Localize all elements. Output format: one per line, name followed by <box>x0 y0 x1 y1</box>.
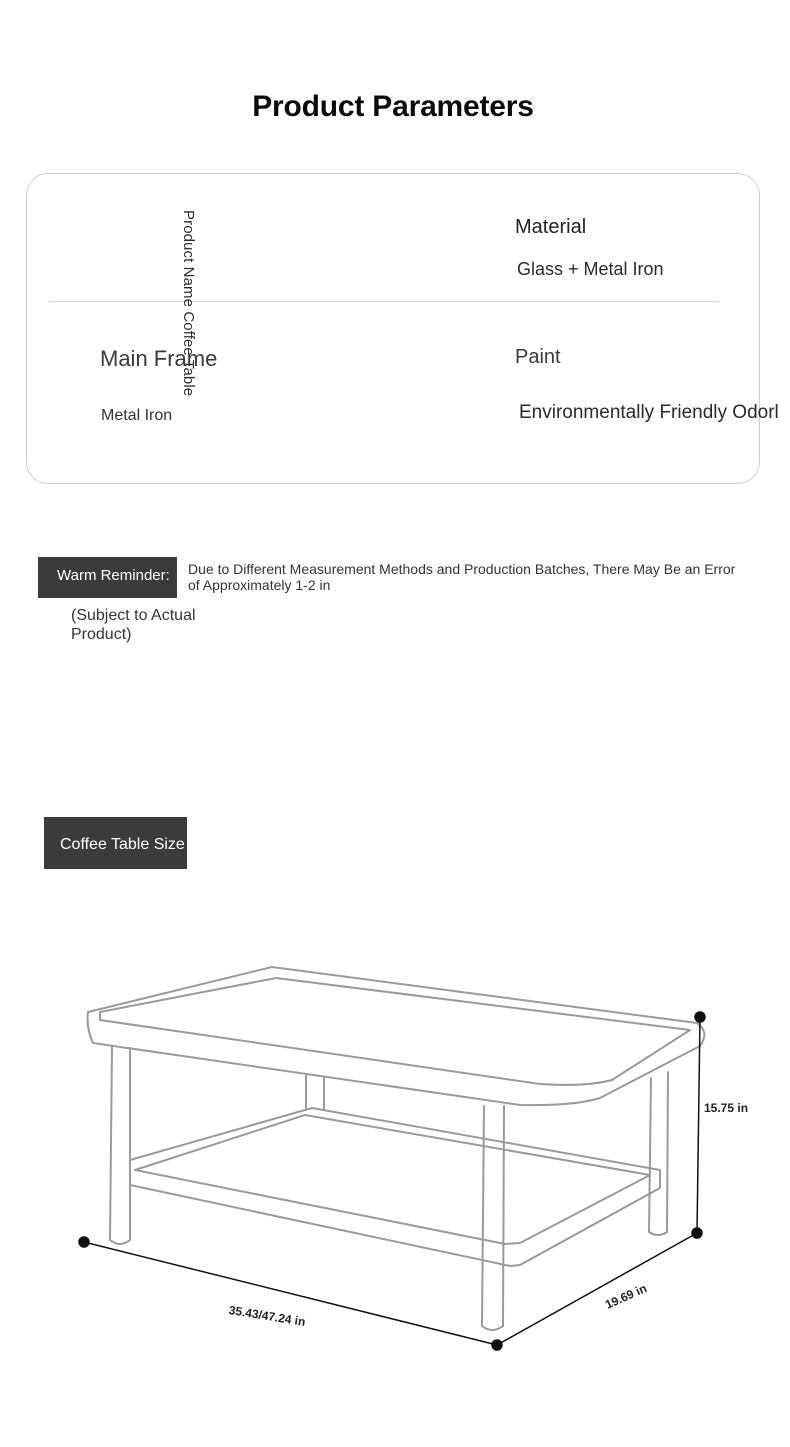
coffee-table-diagram <box>0 950 790 1370</box>
leg-back-left <box>306 1076 324 1110</box>
paint-label: Paint <box>515 346 561 368</box>
dim-point-right <box>692 1228 702 1238</box>
main-frame-value: Metal Iron <box>101 407 173 424</box>
warm-reminder-text: Due to Different Measurement Methods and Production Batches, There May Be an Error of Approximately 1-2 in <box>188 561 736 593</box>
table-top-inner <box>100 978 690 1085</box>
leg-back-right <box>649 1072 668 1235</box>
warm-reminder-subtext: (Subject to Actual Product) <box>71 607 196 643</box>
product-name-label: Product Name Coffee Table <box>180 210 197 397</box>
dimension-height-label: 15.75 in <box>704 1101 749 1115</box>
main-frame-label: Main Frame <box>100 346 218 371</box>
dim-point-left <box>79 1237 89 1247</box>
leg-front-left <box>110 1046 130 1244</box>
shelf-inner <box>135 1115 650 1244</box>
height-line <box>697 1017 700 1233</box>
material-value: Glass + Metal Iron <box>517 259 664 279</box>
width-line <box>497 1233 697 1345</box>
paint-value: Environmentally Friendly Odorl <box>519 402 779 423</box>
page-title: Product Parameters <box>252 90 534 123</box>
coffee-table-size-badge: Coffee Table Size <box>44 817 187 869</box>
warm-reminder-badge: Warm Reminder: <box>38 557 177 598</box>
divider <box>49 301 719 302</box>
dim-point-front <box>492 1340 502 1350</box>
shelf-outline <box>130 1108 660 1266</box>
material-label: Material <box>515 216 587 238</box>
length-line <box>84 1242 497 1345</box>
parameters-card <box>26 173 779 484</box>
dimension-length-label: 35.43/47.24 in <box>227 1303 307 1329</box>
dimension-width-label: 19.69 in <box>603 1281 649 1312</box>
dim-point-top <box>695 1012 705 1022</box>
table-top-outline <box>88 967 705 1105</box>
